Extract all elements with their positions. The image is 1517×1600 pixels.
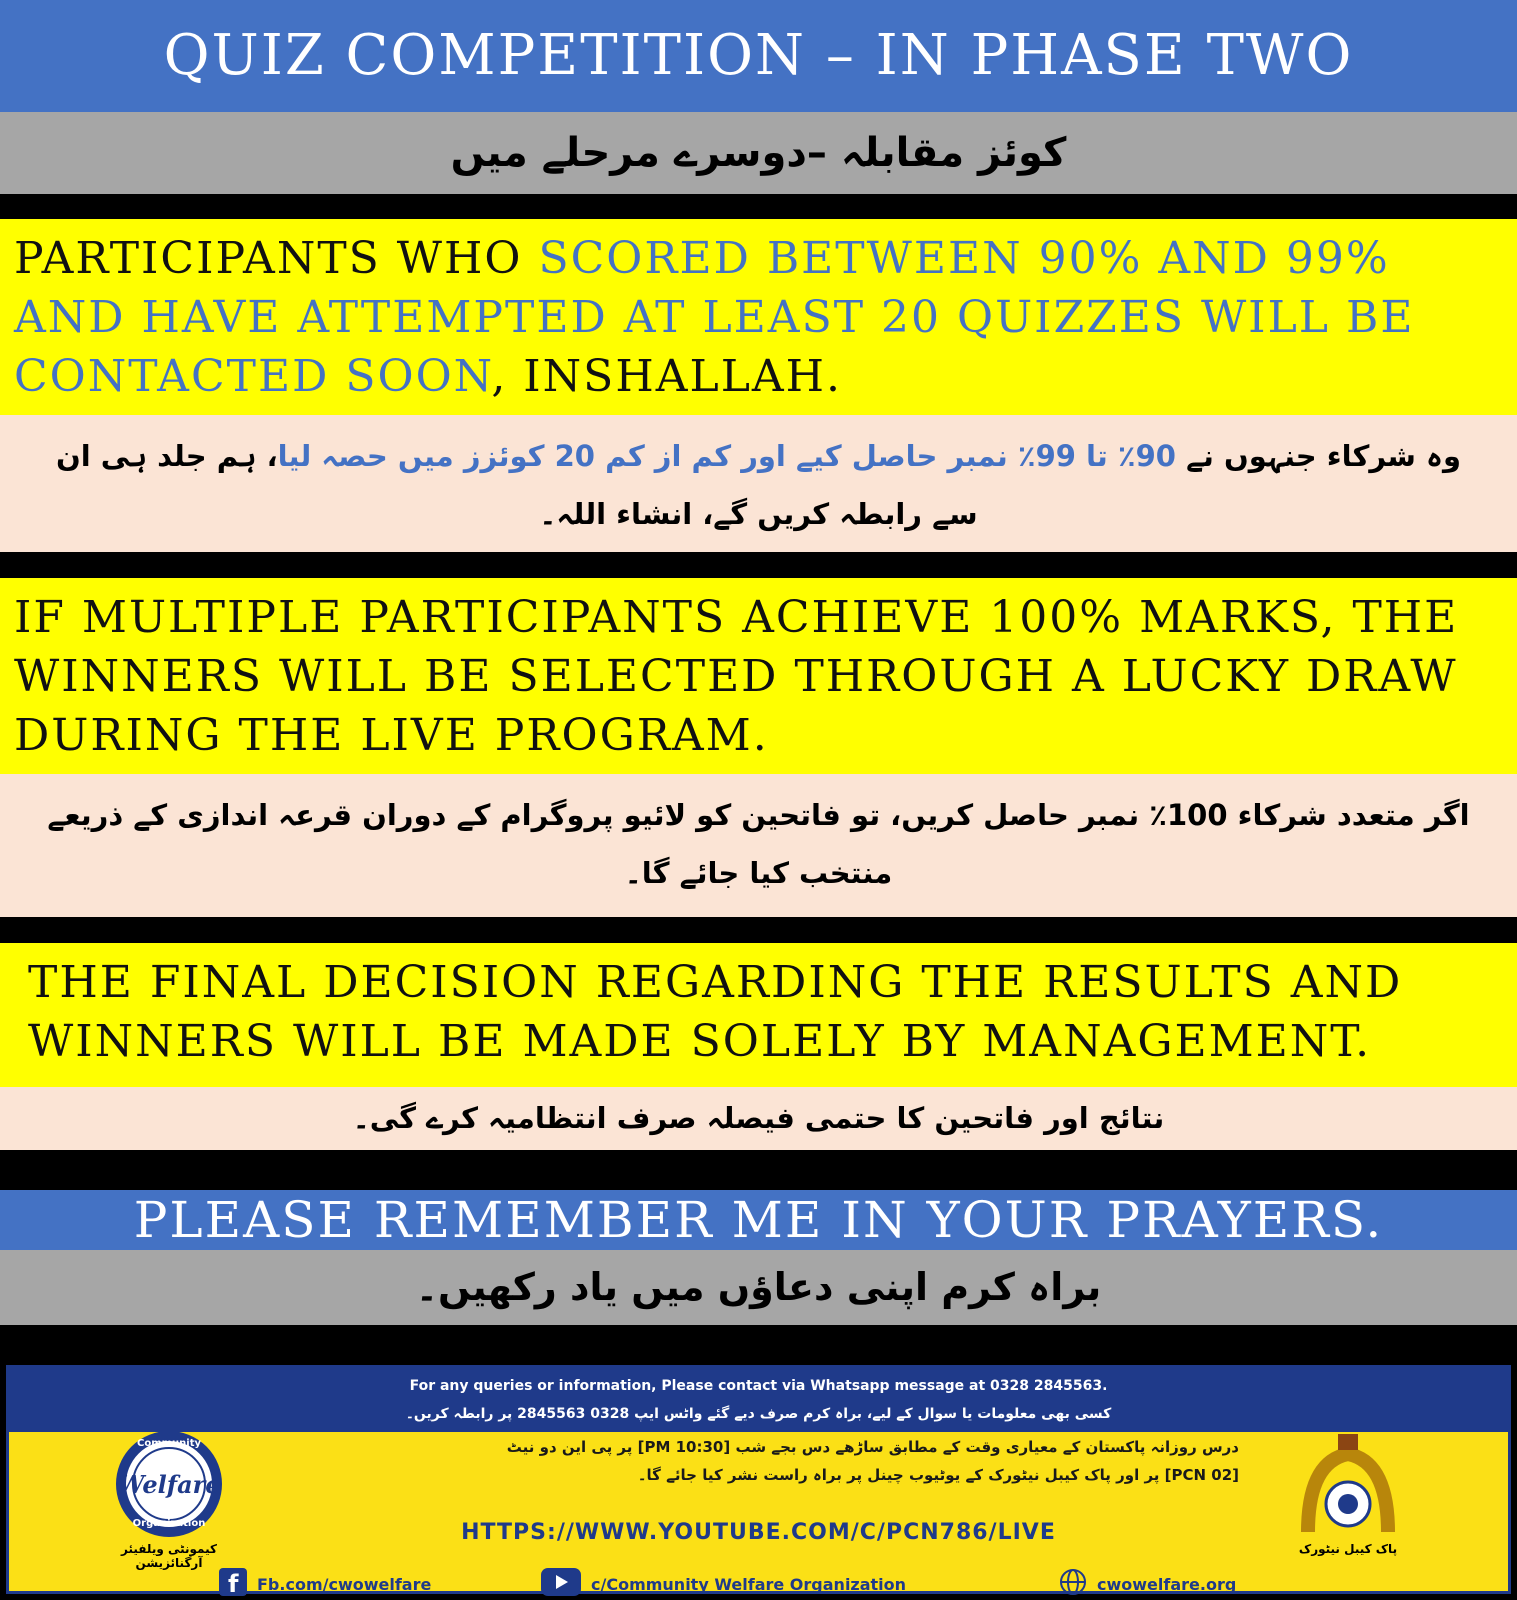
youtube-channel-link[interactable] [541,1568,906,1600]
section1-urdu-lead: وہ شرکاء جنہوں نے [1175,439,1462,473]
facebook-link[interactable] [219,1568,431,1600]
section3-urdu: نتائج اور فاتحین کا حتمی فیصلہ صرف انتظامیہ کرے گی۔ [0,1087,1517,1150]
section1-urdu-tail: ، ہم جلد ہی ان سے رابطہ کریں گے، انشاء اللہ۔ [55,439,978,531]
footer-contact-english: For any queries or information, Please contact via Whatsapp message at 0328 2845563. [409,1378,1108,1394]
website-text: cwowelfare.org [1097,1574,1237,1594]
section1-lead: PARTICIPANTS WHO [14,233,539,284]
schedule-urdu-line2: [PCN 02] پر اور پاک کیبل نیٹورک کے یوٹیوب چینل پر براہ راست نشر کیا جائے گا۔ [637,1466,1239,1484]
cwo-ring-top: Community [136,1438,201,1449]
footer-banner [6,1365,1511,1594]
pcn-caption: پاک کیبل نیٹورک [1298,1542,1398,1556]
section3-english: THE FINAL DECISION REGARDING THE RESULTS AND WINNERS WILL BE MADE SOLELY BY MANAGEMENT. [0,943,1517,1087]
section1-tail: , INSHALLAH. [491,351,843,402]
globe-icon [1059,1568,1087,1600]
pcn-logo-icon [1278,1432,1418,1544]
pcn-logo [1278,1432,1418,1562]
youtube-channel-text: c/Community Welfare Organization [591,1574,907,1594]
youtube-live-link[interactable]: HTTPS://WWW.YOUTUBE.COM/C/PCN786/LIVE [461,1520,1056,1545]
cwo-ring-bottom: Organization [132,1518,206,1529]
schedule-urdu-line1: درس روزانہ پاکستان کے معیاری وقت کے مطابق ساڑھے دس بجے شب [10:30 PM] پر پی این دو نیٹ [506,1438,1239,1456]
svg-text:f: f [228,1570,239,1596]
footer-contact-urdu: کسی بھی معلومات یا سوال کے لیے، براہ کرم صرف دیے گئے واٹس ایپ 0328 2845563 پر رابطہ کریں۔ [405,1406,1112,1422]
website-link[interactable] [1059,1568,1236,1600]
closing-urdu: براہ کرم اپنی دعاؤں میں یاد رکھیں۔ [0,1250,1517,1325]
section2-english: IF MULTIPLE PARTICIPANTS ACHIEVE 100% MARKS, THE WINNERS WILL BE SELECTED THROUGH A LUCKY DRAW DURING THE LIVE PROGRAM. [0,578,1517,774]
facebook-icon [219,1568,247,1600]
cwo-logo-text: Welfare [117,1470,221,1499]
closing-english: PLEASE REMEMBER ME IN YOUR PRAYERS. [0,1190,1517,1250]
section1-english [0,219,1517,415]
footer-contact-strip [9,1368,1508,1432]
cwo-caption: کیمونٹی ویلفیئر آرگنائزیشن [121,1542,217,1570]
section1-urdu-highlight: 90٪ تا 99٪ نمبر حاصل کیے اور کم از کم 20 کوئزز میں حصہ لیا [277,439,1176,473]
page-title-urdu: کوئز مقابلہ –دوسرے مرحلے میں [0,112,1517,194]
section2-urdu: اگر متعدد شرکاء 100٪ نمبر حاصل کریں، تو فاتحین کو لائیو پروگرام کے دوران قرعہ اندازی کے ذریعے منتخب کیا جائے گا۔ [0,774,1517,917]
facebook-text: Fb.com/cwowelfare [257,1574,432,1594]
section1-urdu [0,415,1517,552]
page-title: QUIZ COMPETITION – IN PHASE TWO [0,0,1517,112]
section1-highlight: SCORED BETWEEN 90% AND 99% AND HAVE ATTEMPTED AT LEAST 20 QUIZZES WILL BE CONTACTED SOON [14,233,1415,402]
youtube-icon [541,1568,581,1600]
